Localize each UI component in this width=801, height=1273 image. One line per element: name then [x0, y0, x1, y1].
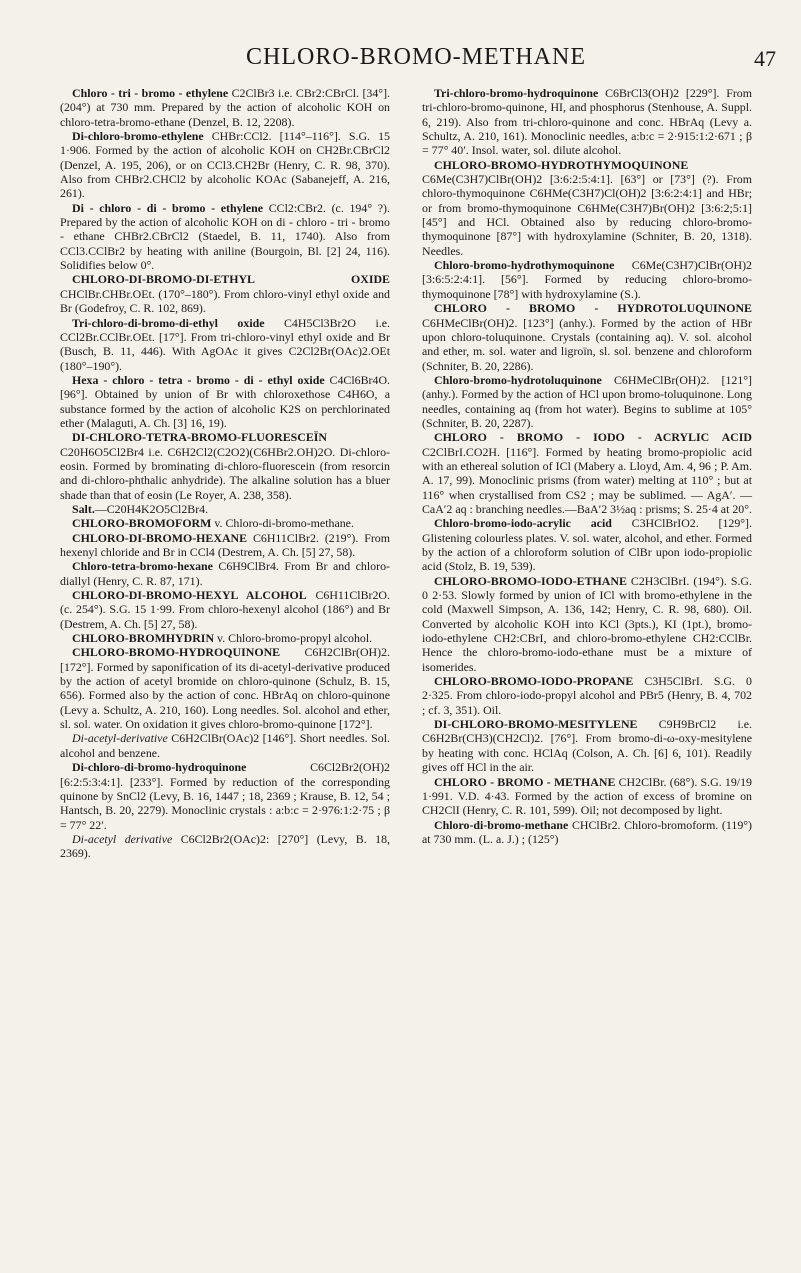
entry: Di-chloro-di-bromo-hydroquinone C6Cl2Br2(OH)2 [6:2:5:3:4:1]. [233°]. Formed by reduction of the corresponding quinone by SnCl2 (Levy, B. 16, 1447 ; 18, 2369 ; Krause, B. 12, 54 ; Hantsch, B. 20, 2279). Monoclinic crystals : a:b:c = 2·976:1:2·75 ; β = 77° 22′. — [60, 760, 390, 832]
entry: CHLORO-DI-BROMO-HEXYL ALCOHOL C6H11ClBr2O. (c. 254°). S.G. 15 1·99. From chloro-hexenyl alcohol (186°) and Br (Destrem, A. Ch. [5] 27, 58). — [60, 588, 390, 631]
left-column — [60, 86, 390, 861]
running-header — [56, 44, 776, 78]
page-number: 47 — [754, 46, 776, 71]
entry: Chloro-bromo-iodo-acrylic acid C3HClBrIO2. [129°]. Glistening colourless plates. V. sol. water, alcohol, and ether. Formed by the action of a chloroform solution of ClBr upon iodo-propiolic acid (Stolz, B. 19, 539). — [422, 516, 752, 574]
entry: CHLORO-BROMO-IODO-PROPANE C3H5ClBrI. S.G. 0 2·325. From chloro-iodo-propyl alcohol and PBr5 (Henry, B. 4, 702 ; cf. 3, 351). Oil. — [422, 674, 752, 717]
entry: CHLORO-BROMO-HYDROTHYMOQUINONE C6Me(C3H7)ClBr(OH)2 [3:6:2:5:4:1]. [63°] or [73°] (?). From chloro-thymoquinone C6HMe(C3H7)Cl(OH)2 [3:6:2:4:1] and HBr; or from bromo-thymoquinone C6HMe(C3H7)Br(OH)2 [3:6:2;5:1] [45°] and HCl. Obtained also by reducing chloro-bromo-thymoquinone [87°] with hydroxylamine (Schniter, B. 20, 1318). Needles. — [422, 157, 752, 258]
entry: CHLORO - BROMO - METHANE CH2ClBr. (68°). S.G. 19/19 1·991. V.D. 4·43. Formed by the action of excess of bromine on CH2ClI (Henry, C. R. 101, 599). Oil; not decomposed by light. — [422, 774, 752, 818]
entry: Tri-chloro-bromo-hydroquinone C6BrCl3(OH)2 [229°]. From tri-chloro-bromo-quinone, HI, and phosphorus (Stenhouse, A. Suppl. 6, 219). Also from tri-chloro-quinone and conc. HBrAq (Levy a. Schultz, A. 210, 161). Monoclinic needles, a:b:c = 2·915:1:2·671 ; β = 77° 40′. Insol. water, sol. dilute alcohol. — [422, 86, 752, 158]
entry: Di - chloro - di - bromo - ethylene CCl2:CBr2. (c. 194° ?). Prepared by the action of alcoholic KOH on di - chloro - tri - bromo - ethane CHBr2.CBrCl2 (Staedel, B. 11, 1740). Also from CCl3.CClBr2 by heating with aniline (Bourgoin, Bl. [2] 24, 116). Solidifies below 0°. — [60, 200, 390, 273]
entry: Di-acetyl derivative C6Cl2Br2(OAc)2: [270°] (Levy, B. 18, 2369). — [60, 831, 390, 861]
entry: Salt.—C20H4K2O5Cl2Br4. — [72, 501, 209, 516]
entry: Chloro-tetra-bromo-hexane C6H9ClBr4. From Br and chloro-diallyl (Henry, C. R. 87, 171). — [60, 559, 390, 588]
entry: CHLORO - BROMO - IODO - ACRYLIC ACID C2ClBrI.CO2H. [116°]. Formed by heating bromo-propiolic acid with an ethereal solution of ICl (Mabery a. Lloyd, Am. 4, 96 ; P. Am. A. 17, 99). Monoclinic prisms (from water) melting at 110° ; but at 116° when crystallised from CS2 ; may be sublimed. — AgA′. — CaA′2 aq : branching needles.—BaA′2 3½aq : prisms; S. 25·4 at 20°. — [422, 430, 752, 516]
entry: CHLORO - BROMO - HYDROTOLUQUINONE C6HMeClBr(OH)2. [123°] (anhy.). Formed by the action of HBr upon chloro-toluquinone. Crystals (containing aq). V. sol. alcohol and ether, m. sol. water and ligroïn, sl. sol. benzene and chloroform (Schniter, B. 20, 2286). — [422, 301, 752, 373]
entry: Di-acetyl-derivative C6H2ClBr(OAc)2 [146°]. Short needles. Sol. alcohol and benzene. — [60, 731, 390, 760]
entry: CHLORO-BROMO-IODO-ETHANE C2H3ClBrI. (194°). S.G. 0 2·53. Slowly formed by union of ICl with bromo-ethylene in the cold (Maxwell Simpson, A. 136, 142; Henry, C. R. 98, 680). Oil. Converted by alcoholic KOH into KCl (3pts.), KI (1pt.), bromo-iodo-ethylene CH2:CBrI, and chloro-bromo-ethylene CH2:CClBr. Hence the chloro-bromo-iodo-ethane must be a mixture of isomerides. — [422, 573, 752, 674]
entry: CHLORO-BROMOFORM v. Chloro-di-bromo-methane. — [72, 516, 354, 531]
entry: DI-CHLORO-BROMO-MESITYLENE C9H9BrCl2 i.e. C6H2Br(CH3)(CH2Cl)2. [76°]. From bromo-di-ω-oxy-mesitylene by heating with conc. HClAq (Colson, A. Ch. [6] 6, 101). Readily gives off HCl in the air. — [422, 717, 752, 775]
entry: Di-chloro-bromo-ethylene CHBr:CCl2. [114°–116°]. S.G. 15 1·906. Formed by the action of alcoholic KOH on CH2Br.CBrCl2 (Denzel, A. 195, 206), or on CCl3.CH2Br (Henry, C. R. 98, 370). Also from CHBr2.CHCl2 by alcoholic KOAc (Sabanejeff, A. 216, 261). — [60, 129, 390, 201]
entry: Tri-chloro-di-bromo-di-ethyl oxide C4H5Cl3Br2O i.e. CCl2Br.CClBr.OEt. [17°]. From tri-chloro-vinyl ethyl oxide and Br (Busch, B. 11, 446). With AgOAc it gives C2Cl2Br(OAc)2.OEt (180°–190°). — [60, 315, 390, 373]
entry: Chloro - tri - bromo - ethylene C2ClBr3 i.e. CBr2:CBrCl. [34°]. (204°) at 730 mm. Prepared by the action of alcoholic KOH on chloro-tetra-bromo-ethane (Denzel, B. 12, 2208). — [60, 86, 390, 129]
entry: DI-CHLORO-TETRA-BROMO-FLUORESCEÏN C20H6O5Cl2Br4 i.e. C6H2Cl2(C2O2)(C6HBr2.OH)2O. Di-chloro-eosin. Formed by brominating di-chloro-fluorescein (from resorcin and di-chloro-phthalic anhydride). The alkaline solution has a bluer shade than that of eosin (Le Royer, A. 238, 358). — [60, 430, 390, 502]
entry: Chloro-bromo-hydrotoluquinone C6HMeClBr(OH)2. [121°] (anhy.). Formed by the action of HCl upon bromo-toluquinone. Long needles, containing aq (from hot water). Begins to sublime at 105° (Schniter, B. 20, 2287). — [422, 372, 752, 430]
entry: CHLORO-BROMHYDRIN v. Chloro-bromo-propyl alcohol. — [72, 631, 373, 646]
page-title: CHLORO-BROMO-METHANE — [246, 44, 586, 70]
entry: Chloro-di-bromo-methane CHClBr2. Chloro-bromoform. (119°) at 730 mm. (L. a. J.) ; (125°) — [422, 817, 752, 846]
entry: Hexa - chloro - tetra - bromo - di - ethyl oxide C4Cl6Br4O. [96°]. Obtained by union of Br with chloroxethose C4H6O, a substance formed by the action of alcoholic K2S on perchlorinated ether (Malaguti, A. Ch. [3] 16, 19). — [60, 372, 390, 430]
entry: Chloro-bromo-hydrothymoquinone C6Me(C3H7)ClBr(OH)2 [3:6:5:2:4:1]. [56°]. Formed by reducing chloro-bromo-thymoquinone [78°] with hydroxylamine (S.). — [422, 258, 752, 301]
right-column — [422, 86, 752, 846]
entry: CHLORO-DI-BROMO-HEXANE C6H11ClBr2. (219°). From hexenyl chloride and Br in CCl4 (Destrem, A. Ch. [5] 27, 58). — [60, 530, 390, 559]
entry: CHLORO-DI-BROMO-DI-ETHYL OXIDE CHClBr.CHBr.OEt. (170°–180°). From chloro-vinyl ethyl oxide and Br (Godefroy, C. R. 102, 869). — [60, 272, 390, 316]
entry: CHLORO-BROMO-HYDROQUINONE C6H2ClBr(OH)2. [172°]. Formed by saponification of its di-acetyl-derivative produced by the action of acetyl bromide on chloro-quinone (Schulz, B. 15, 656). Formed also by the action of conc. HBrAq on chloro-quinone (Levy a. Schultz, A. 210, 160). Long needles. Sol. alcohol and ether, sl. sol. water. On oxidation it gives chloro-bromo-quinone [172°]. — [60, 645, 390, 732]
